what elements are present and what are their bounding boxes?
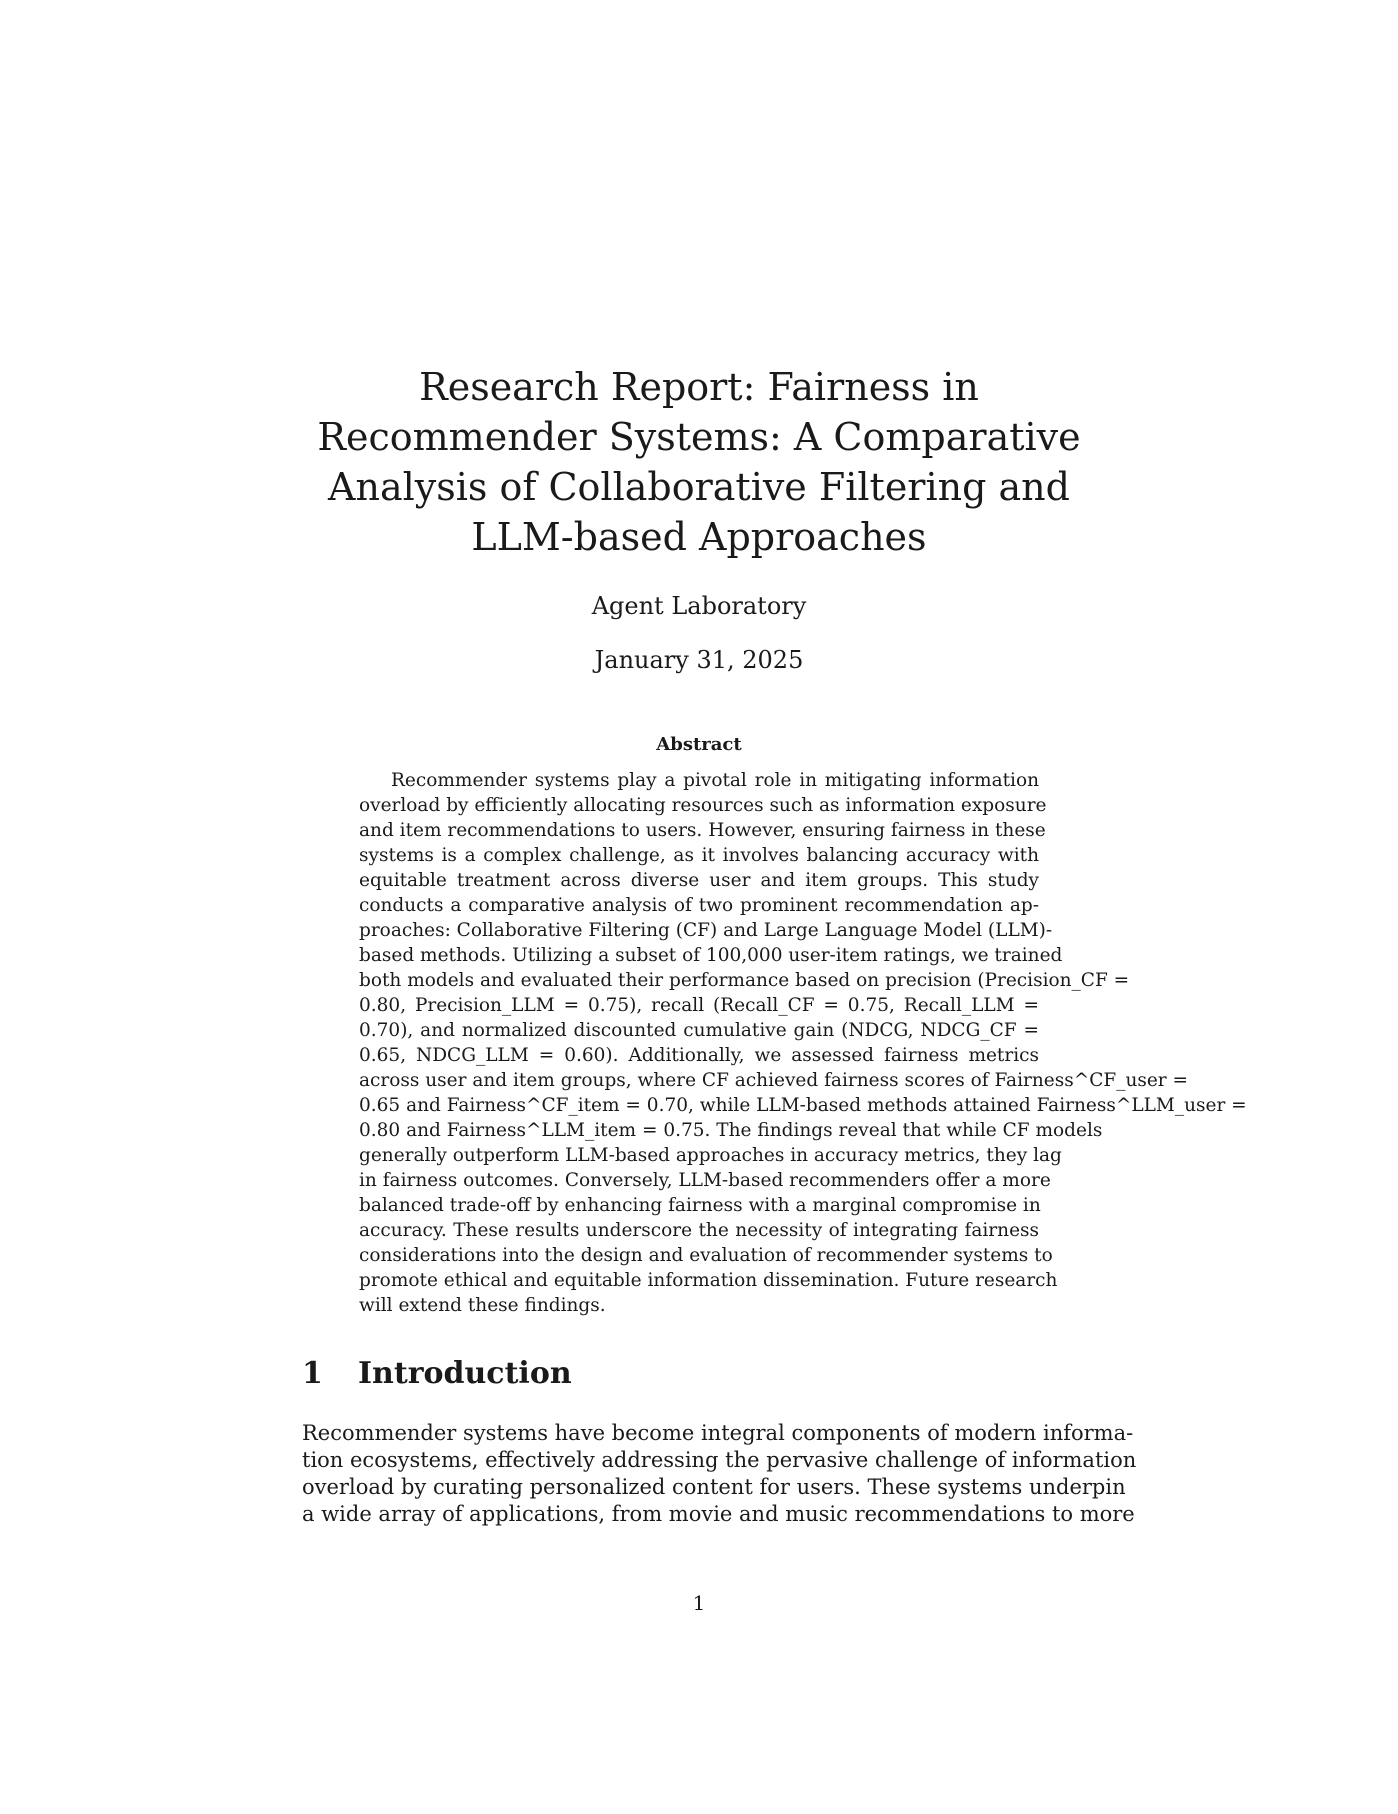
abstract-line: both models and evaluated their performance based on precision (Precision_CF = bbox=[359, 970, 1130, 991]
abstract-line: balanced trade-off by enhancing fairness with a marginal compromise in bbox=[359, 1195, 1041, 1216]
abstract-line: equitable treatment across diverse user and item groups. This study bbox=[359, 870, 1039, 891]
introduction-line: tion ecosystems, effectively addressing the pervasive challenge of information bbox=[302, 1448, 1137, 1472]
abstract-line: systems is a complex challenge, as it involves balancing accuracy with bbox=[359, 845, 1039, 866]
abstract-line: based methods. Utilizing a subset of 100,000 user-item ratings, we trained bbox=[359, 945, 1063, 966]
introduction-line: a wide array of applications, from movie and music recommendations to more bbox=[302, 1502, 1135, 1526]
author: Agent Laboratory bbox=[591, 592, 807, 620]
abstract-line: 0.80, Precision_LLM = 0.75), recall (Recall_CF = 0.75, Recall_LLM = bbox=[359, 995, 1039, 1016]
abstract-line: and item recommendations to users. However, ensuring fairness in these bbox=[359, 820, 1046, 841]
section-number: 1 bbox=[302, 1356, 323, 1391]
page-number: 1 bbox=[692, 1591, 706, 1615]
abstract-line: proaches: Collaborative Filtering (CF) and Large Language Model (LLM)- bbox=[359, 920, 1053, 941]
abstract-line: Recommender systems play a pivotal role in mitigating information bbox=[391, 770, 1039, 791]
abstract-line: conducts a comparative analysis of two prominent recommendation ap- bbox=[359, 895, 1039, 916]
abstract-heading: Abstract bbox=[656, 734, 742, 755]
abstract-line: 0.80 and Fairness^LLM_item = 0.75. The findings reveal that while CF models bbox=[359, 1120, 1103, 1141]
abstract-line: generally outperform LLM-based approaches in accuracy metrics, they lag bbox=[359, 1145, 1062, 1166]
abstract-line: across user and item groups, where CF achieved fairness scores of Fairness^CF_user = bbox=[359, 1070, 1189, 1091]
abstract-line: overload by efficiently allocating resources such as information exposure bbox=[359, 795, 1047, 816]
section-title: Introduction bbox=[358, 1356, 572, 1391]
abstract-line: 0.65 and Fairness^CF_item = 0.70, while LLM-based methods attained Fairness^LLM_user = bbox=[359, 1095, 1247, 1116]
section-heading bbox=[302, 1354, 572, 1394]
abstract-line: accuracy. These results underscore the necessity of integrating fairness bbox=[359, 1220, 1039, 1241]
abstract-line: will extend these findings. bbox=[359, 1295, 606, 1316]
introduction-body bbox=[302, 1420, 1137, 1528]
abstract-body bbox=[359, 768, 1247, 1318]
introduction-line: Recommender systems have become integral components of modern informa- bbox=[302, 1421, 1134, 1445]
publication-date: January 31, 2025 bbox=[594, 646, 804, 674]
abstract-line: promote ethical and equitable information dissemination. Future research bbox=[359, 1270, 1058, 1291]
abstract-line: considerations into the design and evaluation of recommender systems to bbox=[359, 1245, 1053, 1266]
introduction-line: overload by curating personalized content for users. These systems underpin bbox=[302, 1475, 1126, 1499]
paper-title: Research Report: Fairness in Recommender Systems: A Comparative Analysis of Collaborative Filtering and LLM-based Approaches bbox=[317, 365, 1081, 559]
abstract-line: 0.70), and normalized discounted cumulative gain (NDCG, NDCG_CF = bbox=[359, 1020, 1039, 1041]
abstract-line: 0.65, NDCG_LLM = 0.60). Additionally, we assessed fairness metrics bbox=[359, 1045, 1039, 1066]
abstract-line: in fairness outcomes. Conversely, LLM-based recommenders offer a more bbox=[359, 1170, 1051, 1191]
